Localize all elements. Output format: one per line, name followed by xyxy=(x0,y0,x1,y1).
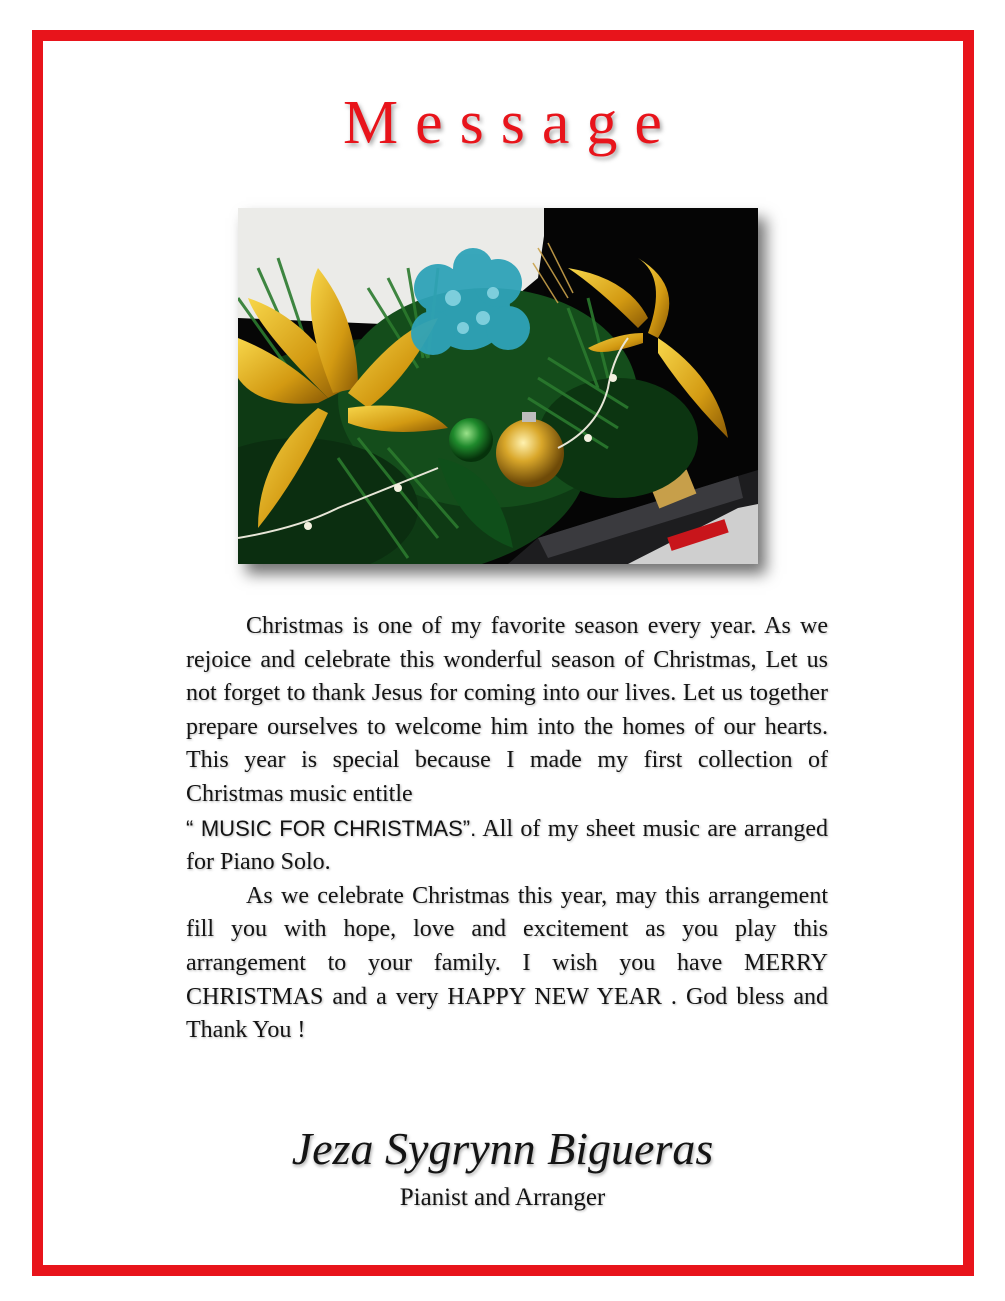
paragraph-1-text-end: All of my sheet music are arranged for Piano Solo. xyxy=(186,815,828,876)
message-body xyxy=(186,610,828,1048)
christmas-decoration-photo xyxy=(238,208,758,564)
message-paragraph-2: As we celebrate Christmas this year, may this arrangement fill you with hope, love and excitement as you play this arrangement to your family. I wish you have MERRY CHRISTMAS and a very HAPPY NEW YEAR . God bless and Thank You ! xyxy=(186,882,828,1044)
signature-role: Pianist and Arranger xyxy=(399,1184,606,1211)
page-title: Message xyxy=(343,89,679,157)
signature-name: Jeza Sygrynn Bigueras xyxy=(291,1123,714,1174)
message-paragraph-1 xyxy=(186,610,828,880)
collection-title: “ MUSIC FOR CHRISTMAS”. xyxy=(186,815,477,841)
paragraph-1-text: Christmas is one of my favorite season every year. As we rejoice and celebrate this wonderful season of Christmas, Let us not forget to thank Jesus for coming into our lives. Let us together prepare ourselves to welcome him into the homes of our hearts. This year is special because I made my first collection of Christmas music entitle xyxy=(186,613,828,807)
